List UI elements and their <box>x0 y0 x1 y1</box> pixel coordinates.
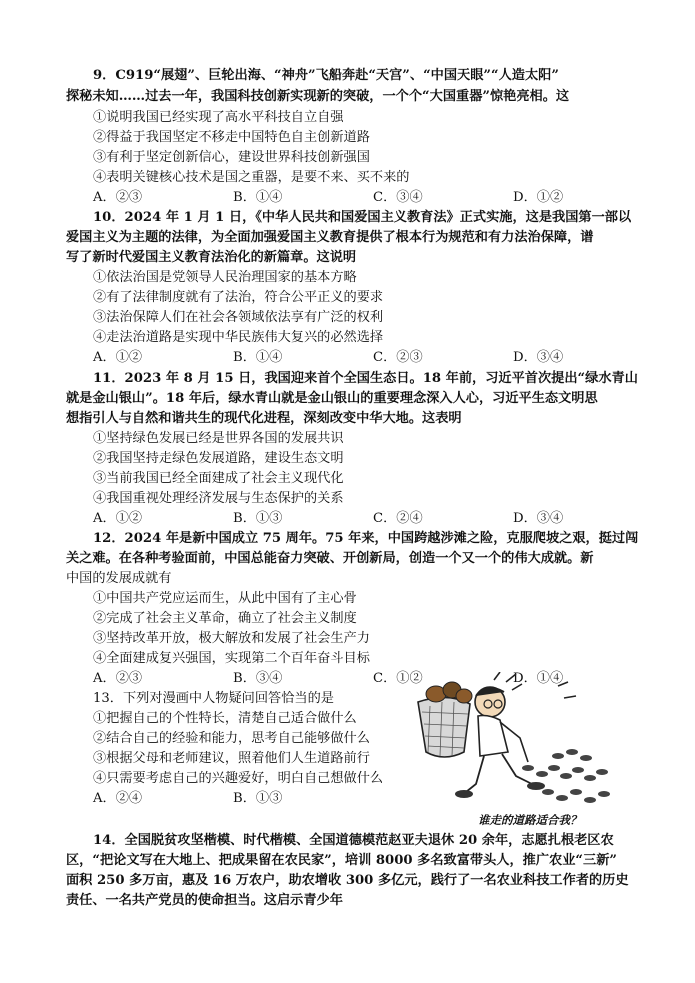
q12-option-c: C．①② <box>373 671 423 686</box>
worry-lines <box>494 672 522 690</box>
q12-stem-line-1: 12．2024 年是新中国成立 75 周年。75 年来，中国跨越涉滩之险，克服爬坡之艰，挺过闯 <box>93 531 639 546</box>
cartoon-caption: 谁走的道路适合我？ <box>478 813 582 827</box>
q13-option-a: A．②④ <box>93 791 143 806</box>
q9-stem-line-2: 探秘未知……过去一年，我国科技创新实现新的突破，一个个“大国重器”惊艳亮相。这 <box>66 89 570 104</box>
q12-stem-line-3: 中国的发展成就有 <box>66 571 172 586</box>
q10-option-c: C．②③ <box>373 350 423 365</box>
q11-stem-line-1: 11．2023 年 8 月 15 日，我国迎来首个全国生态日。18 年前，习近平首次提出“绿水青山 <box>93 371 638 386</box>
q11-stem-line-2: 就是金山银山”。18 年后，绿水青山就是金山银山的重要理念深入人心，习近平生态文明思 <box>66 391 598 406</box>
q11-item-2: ②我国坚持走绿色发展道路，建设生态文明 <box>93 451 344 466</box>
q10-option-a: A．①② <box>93 350 143 365</box>
q12-stem-line-2: 关之难。在各种考验面前，中国总能奋力突破、开创新局，创造一个又一个的伟大成就。新 <box>66 551 594 566</box>
q10-stem-line-3: 写了新时代爱国主义教育法治化的新篇章。这说明 <box>66 250 357 265</box>
q12-option-a: A．②③ <box>93 671 143 686</box>
q10-item-3: ③法治保障人们在社会各领域依法享有广泛的权利 <box>93 310 384 325</box>
q11-option-c: C．②④ <box>373 511 423 526</box>
q11-stem-line-3: 想指引人与自然和谐共生的现代化进程，深刻改变中华大地。这表明 <box>66 411 462 426</box>
q9-option-c: C．③④ <box>373 190 423 205</box>
q14-stem-line-2: 区，“把论文写在大地上、把成果留在农民家”，培训 8000 多名致富带头人，推广农业“三新” <box>66 853 617 868</box>
q11-option-a: A．①② <box>93 511 143 526</box>
q9-item-3: ③有利于坚定创新信心，建设世界科技创新强国 <box>93 150 370 165</box>
q13-item-4: ④只需要考虑自己的兴趣爱好，明白自己想做什么 <box>93 771 384 786</box>
q14-stem-line-1: 14．全国脱贫攻坚楷模、时代楷模、全国道德模范赵亚夫退休 20 余年，志愿扎根老区农 <box>93 833 614 848</box>
q14-stem-line-4: 责任、一名共产党员的使命担当。这启示青少年 <box>66 893 343 908</box>
q10-option-d: D．③④ <box>513 350 564 365</box>
q10-stem-line-2: 爱国主义为主题的法律，为全面加强爱国主义教育提供了根本行为规范和有力法治保障，谱 <box>66 230 594 245</box>
q13-item-3: ③根据父母和老师建议，照着他们人生道路前行 <box>93 751 370 766</box>
q9-item-1: ①说明我国已经实现了高水平科技自立自强 <box>93 110 344 125</box>
q9-stem-line-1: 9．C919“展翅”、巨轮出海、“神舟”飞船奔赴“天宫”、“中国天眼”“人造太阳” <box>93 68 559 83</box>
q10-option-b: B．①④ <box>233 350 283 365</box>
q13-option-b: B．①③ <box>233 791 283 806</box>
footprints <box>522 749 610 803</box>
q10-item-1: ①依法治国是党领导人民治理国家的基本方略 <box>93 270 357 285</box>
q14-stem-line-3: 面积 250 多万亩，惠及 16 万农户，助农增收 300 多亿元，践行了一名农业科技工作者的历史 <box>66 873 629 888</box>
q12-item-1: ①中国共产党应运而生，从此中国有了主心骨 <box>93 591 357 606</box>
person-body <box>478 716 508 757</box>
q10-stem-line-1: 10．2024 年 1 月 1 日，《中华人民共和国爱国主义教育法》正式实施，这是我国第一部以 <box>93 210 632 225</box>
q10-item-2: ②有了法律制度就有了法治，符合公平正义的要求 <box>93 290 384 305</box>
q12-item-2: ②完成了社会主义革命，确立了社会主义制度 <box>93 611 357 626</box>
q11-option-d: D．③④ <box>513 511 564 526</box>
q9-option-b: B．①④ <box>233 190 283 205</box>
q11-item-4: ④我国重视处理经济发展与生态保护的关系 <box>93 491 344 506</box>
q13-stem: 13．下列对漫画中人物疑问回答恰当的是 <box>93 691 334 706</box>
q11-option-b: B．①③ <box>233 511 283 526</box>
q9-option-d: D．①② <box>513 190 564 205</box>
q13-item-1: ①把握自己的个性特长，清楚自己适合做什么 <box>93 711 357 726</box>
q9-option-a: A．②③ <box>93 190 143 205</box>
q13-item-2: ②结合自己的经验和能力，思考自己能够做什么 <box>93 731 370 746</box>
q9-item-4: ④表明关键核心技术是国之重器，是要不来、买不来的 <box>93 170 410 185</box>
q11-item-1: ①坚持绿色发展已经是世界各国的发展共识 <box>93 431 344 446</box>
q10-item-4: ④走法治道路是实现中华民族伟大复兴的必然选择 <box>93 330 384 345</box>
cartoon-illustration <box>408 672 618 810</box>
q12-item-4: ④全面建成复兴强国，实现第二个百年奋斗目标 <box>93 651 370 666</box>
q11-item-3: ③当前我国已经全面建成了社会主义现代化 <box>93 471 344 486</box>
q12-option-b: B．③④ <box>233 671 283 686</box>
q12-option-d: D．①④ <box>513 671 564 686</box>
q12-item-3: ③坚持改革开放，极大解放和发展了社会生产力 <box>93 631 370 646</box>
q9-item-2: ②得益于我国坚定不移走中国特色自主创新道路 <box>93 130 370 145</box>
